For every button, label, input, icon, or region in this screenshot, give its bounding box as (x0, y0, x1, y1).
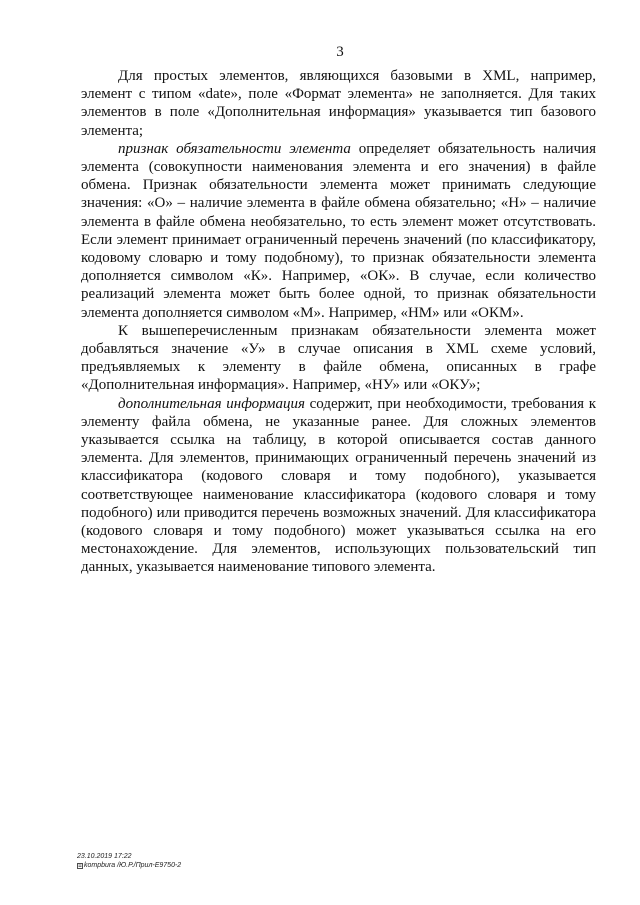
body-text (81, 67, 596, 577)
document-icon (77, 863, 83, 869)
footer-document-line (77, 861, 181, 870)
document-footer (77, 852, 181, 870)
paragraph-mandatory-sign-text: определяет обязательность наличия элемента (совокупности наименования элемента и его значения) в файле обмена. Признак обязательности элемента может принимать следующие значения: «О» – наличие элемента в файле обмена обязательно; «Н» – наличие элемента в файле обмена необязательно, то есть элемент может отсутствовать. Если элемент принимает ограниченный перечень значений (по классификатору, кодовому словарю и тому подобному), то признак обязательности элемента дополняется символом «К». Например, «ОК». В случае, если количество реализаций элемента может быть более одной, то признак обязательности элемента дополняется символом «М». Например, «НМ» или «ОКМ». (81, 140, 596, 321)
term-mandatory-sign: признак обязательности элемента (118, 140, 351, 157)
paragraph-mandatory-sign (81, 140, 596, 322)
paragraph-additional-info (81, 395, 596, 577)
paragraph-conditional-value: К вышеперечисленным признакам обязательности элемента может добавляться значение «У» в случае описания в XML схеме условий, предъявляемых к элементу в файле обмена, описанных в графе «Дополнительная информация». Например, «НУ» или «ОКУ»; (81, 322, 596, 394)
paragraph-additional-info-text: содержит, при необходимости, требования к элементу файла обмена, не указанные ранее. Для сложных элементов указывается ссылка на таблицу, в которой описывается состав данного элемента. Для элементов, принимающих ограниченный перечень значений из классификатора (кодового словаря и тому подобного), указывается соответствующее наименование классификатора (кодового словаря и тому подобного) или приводится перечень возможных значений. Для классификатора (кодового словаря и тому подобного) может указываться ссылка на его местонахождение. Для элементов, использующих пользовательский тип данных, указывается наименование типового элемента. (81, 395, 596, 576)
paragraph-base-types: Для простых элементов, являющихся базовыми в XML, например, элемент с типом «date», поле «Формат элемента» не заполняется. Для таких элементов в поле «Дополнительная информация» указывается тип базового элемента; (81, 68, 596, 139)
page-number: 3 (336, 44, 344, 60)
term-additional-info: дополнительная информация (118, 395, 305, 412)
footer-date: 23.10.2019 17:22 (77, 853, 132, 860)
footer-document-id: kompbura /Ю.Р./Прил-Е9750-2 (84, 862, 182, 869)
